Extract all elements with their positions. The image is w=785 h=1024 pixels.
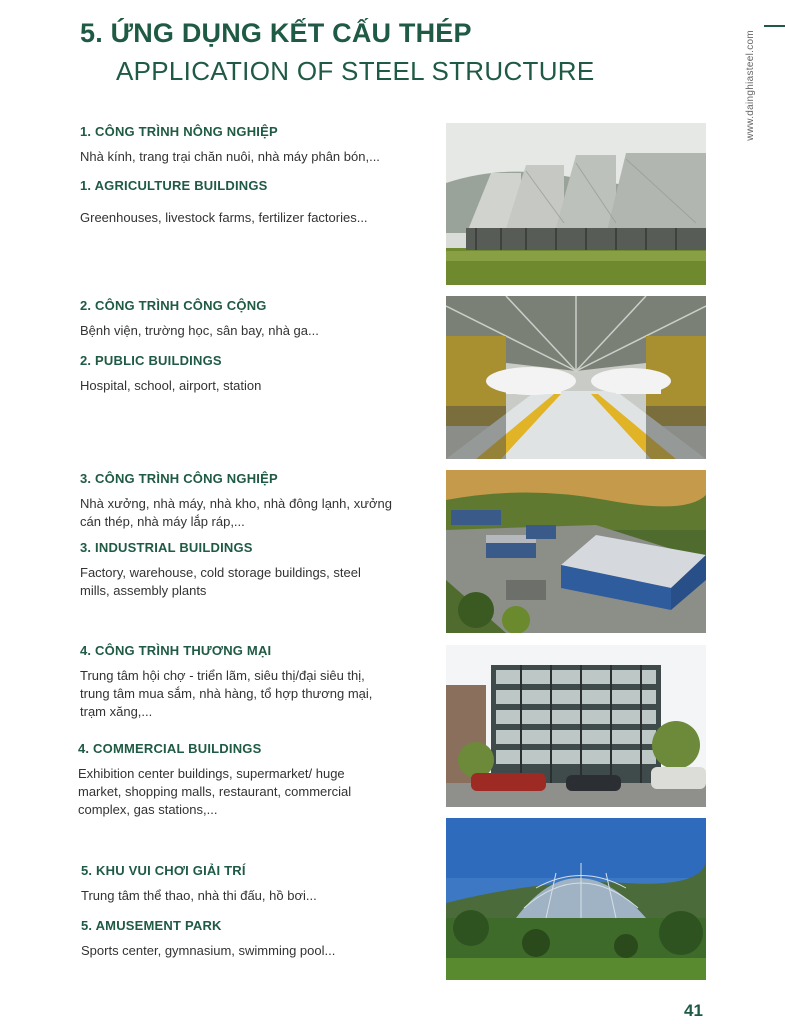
section-title-en: 4. COMMERCIAL BUILDINGS — [78, 741, 262, 756]
section-industrial — [80, 471, 392, 600]
section-title-vn: 2. CÔNG TRÌNH CÔNG CỘNG — [80, 298, 267, 313]
amusement-park-photo — [446, 818, 706, 980]
section-amusement — [81, 863, 391, 960]
section-title-en: 1. AGRICULTURE BUILDINGS — [80, 178, 268, 193]
section-desc-en: Hospital, school, airport, station — [80, 378, 262, 393]
section-title-vn: 3. CÔNG TRÌNH CÔNG NGHIỆP — [80, 471, 278, 486]
page-title-en: APPLICATION OF STEEL STRUCTURE — [116, 56, 595, 86]
header-rule — [764, 25, 785, 27]
section-title-en: 2. PUBLIC BUILDINGS — [80, 353, 222, 368]
page-title-vn: 5. ỨNG DỤNG KẾT CẤU THÉP — [80, 18, 472, 48]
section-desc-en: Greenhouses, livestock farms, fertilizer factories... — [80, 210, 368, 225]
section-agriculture — [80, 124, 380, 227]
section-title-vn: 5. KHU VUI CHƠI GIẢI TRÍ — [81, 863, 246, 878]
section-title-en: 5. AMUSEMENT PARK — [81, 918, 222, 933]
section-commercial — [80, 643, 390, 819]
section-desc-vn: Trung tâm hội chợ - triển lãm, siêu thị/đại siêu thị, trung tâm mua sắm, nhà hàng, tổ hợp thương mại, trạm xăng,... — [80, 668, 373, 719]
section-desc-vn: Nhà kính, trang trại chăn nuôi, nhà máy phân bón,... — [80, 149, 380, 164]
section-desc-vn: Bệnh viện, trường học, sân bay, nhà ga... — [80, 323, 319, 338]
section-desc-en: Exhibition center buildings, supermarket/ huge market, shopping malls, restaurant, commercial complex, gas stations,... — [78, 766, 352, 817]
agriculture-building-photo — [446, 123, 706, 285]
section-title-vn: 1. CÔNG TRÌNH NÔNG NGHIỆP — [80, 124, 278, 139]
section-public — [80, 298, 390, 395]
section-desc-en: Factory, warehouse, cold storage buildings, steel mills, assembly plants — [80, 565, 361, 598]
page-number: 41 — [684, 1001, 703, 1020]
section-title-vn: 4. CÔNG TRÌNH THƯƠNG MẠI — [80, 643, 272, 658]
section-desc-vn: Nhà xưởng, nhà máy, nhà kho, nhà đông lạnh, xưởng cán thép, nhà máy lắp ráp,... — [80, 496, 392, 529]
commercial-building-photo — [446, 645, 706, 807]
section-desc-en: Sports center, gymnasium, swimming pool... — [81, 943, 336, 958]
section-title-en: 3. INDUSTRIAL BUILDINGS — [80, 540, 253, 555]
industrial-building-photo — [446, 470, 706, 633]
section-desc-vn: Trung tâm thể thao, nhà thi đấu, hồ bơi... — [81, 888, 317, 903]
website-url: www.dainghiasteel.com — [745, 30, 756, 141]
public-building-photo — [446, 296, 706, 459]
